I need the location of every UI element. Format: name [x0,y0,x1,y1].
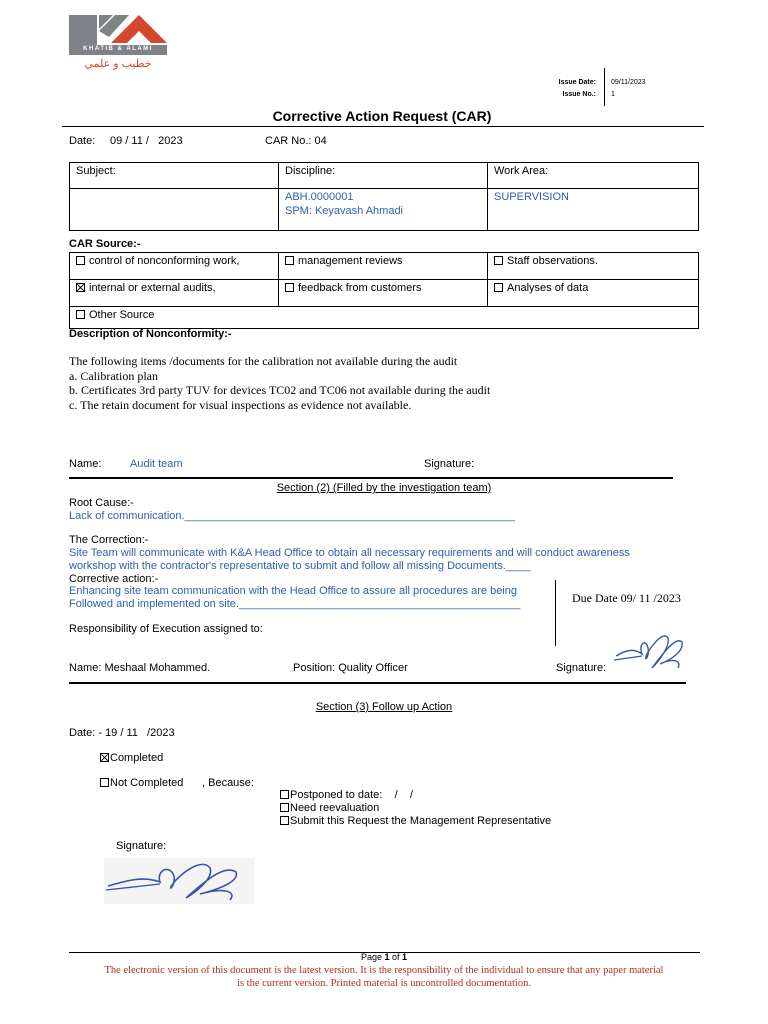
corrective-action-label: Corrective action:- [69,573,159,585]
issue-date-value: 09/11/2023 [611,79,646,86]
discipline-spm: SPM: Keyavash Ahmadi [285,205,404,217]
because-label: , Because: [202,777,254,789]
checkbox-icon[interactable] [494,256,503,265]
subject-label: Subject: [70,163,279,189]
page-of: of [389,952,403,962]
source-item[interactable] [279,253,488,280]
logo-arabic-text: خطيب و علمي [84,58,152,70]
issue-divider [604,68,605,106]
reason-label: Submit this Request the Management Representative [290,815,552,827]
not-completed-label: Not Completed [110,777,184,789]
car-source-heading: CAR Source:- [69,238,141,250]
description-line: c. The retain document for visual inspections as evidence not available. [69,397,412,412]
responsibility-label: Responsibility of Execution assigned to: [69,623,263,635]
description-line: The following items /documents for the calibration not available during the audit [69,354,458,368]
not-completed-option[interactable] [100,777,183,789]
correction-line: workshop with the contractor's representative to submit and follow all missing Documents.____ [69,560,531,572]
section2-title: Section (2) (Filled by the investigation team) [276,482,492,494]
nonconformity-heading: Description of Nonconformity:- [69,328,232,340]
description-line: a. Calibration plan [69,368,158,383]
discipline-code: ABH.0000001 [285,191,354,203]
page-current: 1 [384,952,390,962]
source-item[interactable] [70,253,279,280]
company-logo [69,15,167,71]
checked-checkbox-icon[interactable] [76,283,85,292]
source-label: internal or external audits, [89,282,216,294]
subject-value [70,189,279,231]
checkbox-icon[interactable] [100,778,109,787]
auditor-name-value: Audit team [130,458,183,470]
checkbox-icon[interactable] [285,256,294,265]
responsible-name: Name: Meshaal Mohammed. [69,662,211,674]
footer-notice-line: is the current version. Printed material is uncontrolled documentation. [237,978,531,989]
checked-checkbox-icon[interactable] [100,753,109,762]
correction-line: Site Team will communicate with K&A Head Office to obtain all necessary requirements and will conduct awareness [69,547,630,559]
source-label: management reviews [298,255,403,267]
reason-option[interactable] [280,815,551,828]
work-area-value: SUPERVISION [488,189,699,231]
checkbox-icon[interactable] [76,256,85,265]
source-item[interactable] [70,280,279,307]
description-line: b. Certificates 3rd party TUV for devices TC02 and TC06 not available during the audit [69,383,491,397]
reason-option[interactable] [280,789,551,802]
source-item[interactable] [488,280,699,307]
root-cause-label: Root Cause:- [69,497,134,509]
source-label: feedback from customers [298,282,422,294]
section-divider [69,477,673,479]
signature-image-icon [104,858,254,904]
page-total: 1 [402,952,408,962]
checkbox-icon[interactable] [280,790,289,799]
date-value: 09 / 11 / 2023 [110,135,183,147]
source-item[interactable] [279,280,488,307]
checkbox-icon[interactable] [494,283,503,292]
due-date: Due Date 09/ 11 /2023 [572,591,681,605]
section-divider [69,682,686,684]
reason-option[interactable] [280,802,551,815]
corrective-action-value [69,585,520,611]
source-label: Analyses of data [507,282,589,294]
followup-signature-label: Signature: [116,840,167,852]
issue-no-label: Issue No.: [562,91,596,98]
reason-label: Postponed to date: / / [290,789,413,801]
reason-options [280,789,551,828]
completed-option[interactable] [100,752,163,764]
issue-no-value: 1 [611,91,615,98]
responsible-position: Position: Quality Officer [293,662,408,674]
correction-value [69,547,630,573]
car-source-table [69,252,699,329]
footer-notice [0,964,768,990]
date-label: Date: [69,135,96,147]
source-label: control of nonconforming work, [89,255,240,267]
footer-notice-line: The electronic version of this document is the latest version. It is the responsibility of the individual to ensure that any paper material [104,965,664,976]
due-date-divider [555,580,556,646]
checkbox-icon[interactable] [280,803,289,812]
source-label: Other Source [89,309,155,321]
responsible-signature-label: Signature: [556,662,607,674]
root-cause-value: Lack of communication.______________________________________________________ [69,510,515,522]
discipline-label: Discipline: [279,163,488,189]
subject-table [69,162,699,231]
car-number: CAR No.: 04 [265,135,327,147]
auditor-name-label: Name: [69,458,102,470]
corrective-action-line: Enhancing site team communication with the Head Office to assure all procedures are being [69,585,517,597]
page-prefix: Page [360,952,385,962]
section3-title: Section (3) Follow up Action [315,701,453,713]
work-area-label: Work Area: [488,163,699,189]
correction-label: The Correction:- [69,534,149,546]
issue-date-label: Issue Date: [558,79,596,86]
source-label: Staff observations. [507,255,598,267]
nonconformity-description [69,354,490,412]
discipline-value [279,189,488,231]
completed-label: Completed [110,752,164,764]
checkbox-icon[interactable] [285,283,294,292]
checkbox-icon[interactable] [76,310,85,319]
page-title: Corrective Action Request (CAR) [272,108,492,124]
auditor-signature-label: Signature: [424,458,475,470]
reason-label: Need reevaluation [290,802,380,814]
title-rule [62,126,704,127]
logo-brand-text: KHATIB & ALAMI [83,46,153,52]
page-number [0,952,768,962]
signature-image-icon [612,630,686,674]
checkbox-icon[interactable] [280,816,289,825]
source-item[interactable] [488,253,699,280]
followup-date: Date: - 19 / 11 /2023 [69,727,175,739]
corrective-action-line: Followed and implemented on site.______________________________________________ [69,598,521,610]
source-item[interactable] [70,307,699,329]
